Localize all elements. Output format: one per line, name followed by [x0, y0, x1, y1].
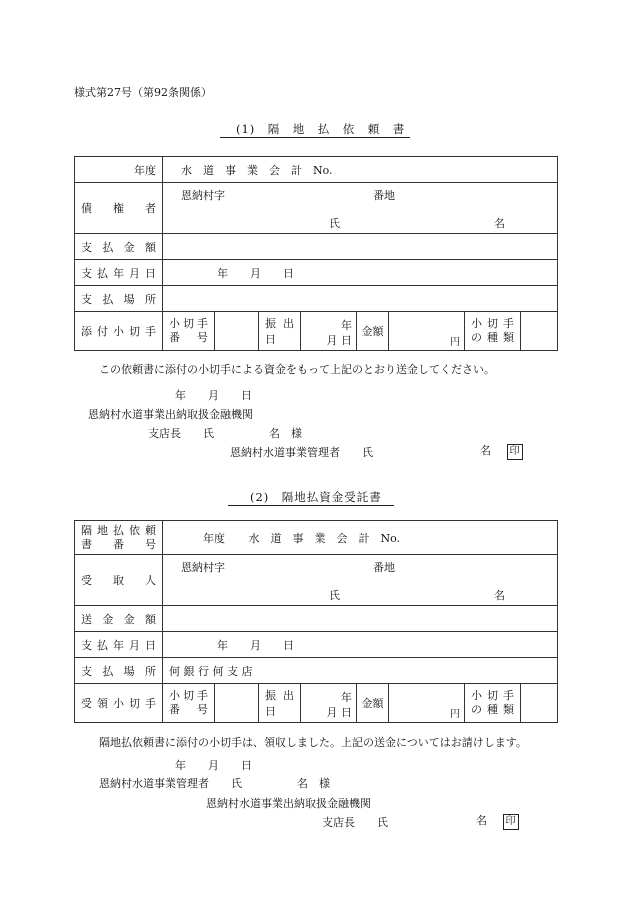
form2-table: [74, 520, 558, 723]
issue-date-label: 振出日: [259, 312, 301, 351]
place-cell[interactable]: [163, 286, 558, 312]
form2-manager-line: 恩納村水道事業管理者 氏 名 様: [99, 777, 330, 790]
form2-branch-line: 支店長 氏: [322, 816, 388, 829]
check-type-line2: の種類: [471, 703, 514, 716]
issue-date-cell[interactable]: [301, 684, 357, 723]
form1-title: (1) 隔 地 払 依 頼 書: [236, 122, 406, 136]
amount-label: 支払金額: [75, 234, 163, 260]
address-prefix: 恩納村字: [181, 561, 225, 574]
place-label: 支払場所: [75, 286, 163, 312]
seal-stamp: 印: [507, 444, 523, 460]
issue-nen: 年: [341, 691, 352, 704]
check-amount-cell[interactable]: [389, 312, 465, 351]
request-no-line1: 隔地払依頼: [81, 523, 156, 537]
date-cell[interactable]: 年 月 日: [163, 632, 558, 658]
date-label: 支払年月日: [75, 632, 163, 658]
amount-cell[interactable]: [163, 234, 558, 260]
check-type-label: [465, 312, 521, 351]
check-no-line1: 小切手: [169, 317, 208, 330]
form1-title-underline: [220, 137, 410, 138]
form1-branch-line: 支店長 氏 名 様: [148, 427, 302, 440]
creditor-cell[interactable]: [163, 183, 558, 234]
account-text: 水 道 事 業 会 計 No.: [248, 531, 401, 545]
form2-row-recipient: [75, 555, 558, 606]
check-no-label: [163, 312, 215, 351]
recipient-label: 受 取 人: [75, 555, 163, 606]
banchi-label: 番地: [373, 189, 395, 202]
form2-title-underline: [228, 505, 394, 506]
yen-unit: 円: [450, 709, 460, 720]
place-cell[interactable]: 何 銀 行 何 支 店: [163, 658, 558, 684]
check-label: 添付小切手: [75, 312, 163, 351]
check-no-line1: 小切手: [169, 689, 208, 702]
form1-row-creditor: [75, 183, 558, 234]
form1-row-amount: [75, 234, 558, 260]
issue-date-label: 振出日: [259, 684, 301, 723]
mei-label: 名: [494, 217, 505, 230]
date-cell[interactable]: 年 月 日: [163, 260, 558, 286]
address-prefix: 恩納村字: [181, 189, 225, 202]
form2-date-line: 年 月 日: [175, 759, 252, 772]
check-type-line2: の種類: [471, 331, 514, 344]
form2-row-date: [75, 632, 558, 658]
form2-row-check: [75, 684, 558, 723]
request-no-cell[interactable]: [163, 521, 558, 555]
request-no-line2: 書 番 号: [81, 537, 156, 551]
account-cell[interactable]: 水 道 事 業 会 計 No.: [163, 157, 558, 183]
form2-row-request-no: [75, 521, 558, 555]
amount-short-label: 金額: [357, 684, 389, 723]
creditor-label: 債 権 者: [75, 183, 163, 234]
form2-title: (2) 隔地払資金受託書: [250, 490, 382, 504]
check-label: 受領小切手: [75, 684, 163, 723]
yen-unit: 円: [450, 337, 460, 348]
fiscal-year-label: 年度: [75, 157, 163, 183]
form2-row-amount: [75, 606, 558, 632]
form2-row-place: [75, 658, 558, 684]
form1-row-date: [75, 260, 558, 286]
form-number: 様式第27号（第92条関係）: [74, 86, 212, 99]
shi-label: 氏: [329, 589, 340, 602]
check-no-label: [163, 684, 215, 723]
banchi-label: 番地: [373, 561, 395, 574]
check-amount-cell[interactable]: [389, 684, 465, 723]
check-type-label: [465, 684, 521, 723]
form2-branch-name-seal: [476, 812, 519, 830]
form2-statement: 隔地払依頼書に添付の小切手は、領収しました。上記の送金についてはお請けします。: [99, 736, 527, 749]
shi-label: 氏: [329, 217, 340, 230]
check-no-cell[interactable]: [215, 684, 259, 723]
date-label: 支払年月日: [75, 260, 163, 286]
issue-date-cell[interactable]: [301, 312, 357, 351]
issue-md: 月 日: [326, 706, 352, 719]
fiscal-year-label: 年度: [203, 531, 225, 545]
form1-row-place: [75, 286, 558, 312]
form1-date-line: 年 月 日: [175, 389, 252, 402]
form2-bank-name: 恩納村水道事業出納取扱金融機関: [206, 797, 371, 810]
amount-short-label: 金額: [357, 312, 389, 351]
check-type-cell[interactable]: [521, 312, 558, 351]
form1-manager-name-seal: [480, 442, 523, 460]
check-type-line1: 小切手: [471, 689, 514, 702]
form1-table: [74, 156, 558, 351]
form1-bank-name: 恩納村水道事業出納取扱金融機関: [88, 408, 253, 421]
mei-label: 名: [494, 589, 505, 602]
amount-cell[interactable]: [163, 606, 558, 632]
request-no-label: [75, 521, 163, 555]
seal-stamp: 印: [503, 814, 519, 830]
form1-row-fiscal-year: [75, 157, 558, 183]
check-no-line2: 番 号: [169, 331, 208, 344]
check-no-cell[interactable]: [215, 312, 259, 351]
form1-manager-mei: 名: [480, 444, 491, 457]
check-no-line2: 番 号: [169, 703, 208, 716]
recipient-cell[interactable]: [163, 555, 558, 606]
form2-branch-mei: 名: [476, 814, 487, 827]
amount-label: 送金金額: [75, 606, 163, 632]
issue-md: 月 日: [326, 334, 352, 347]
form1-row-check: [75, 312, 558, 351]
form1-manager-line: 恩納村水道事業管理者 氏: [230, 446, 373, 459]
form1-statement: この依頼書に添付の小切手による資金をもって上記のとおり送金してください。: [99, 363, 495, 376]
issue-nen: 年: [341, 319, 352, 332]
check-type-cell[interactable]: [521, 684, 558, 723]
check-type-line1: 小切手: [471, 317, 514, 330]
place-label: 支払場所: [75, 658, 163, 684]
